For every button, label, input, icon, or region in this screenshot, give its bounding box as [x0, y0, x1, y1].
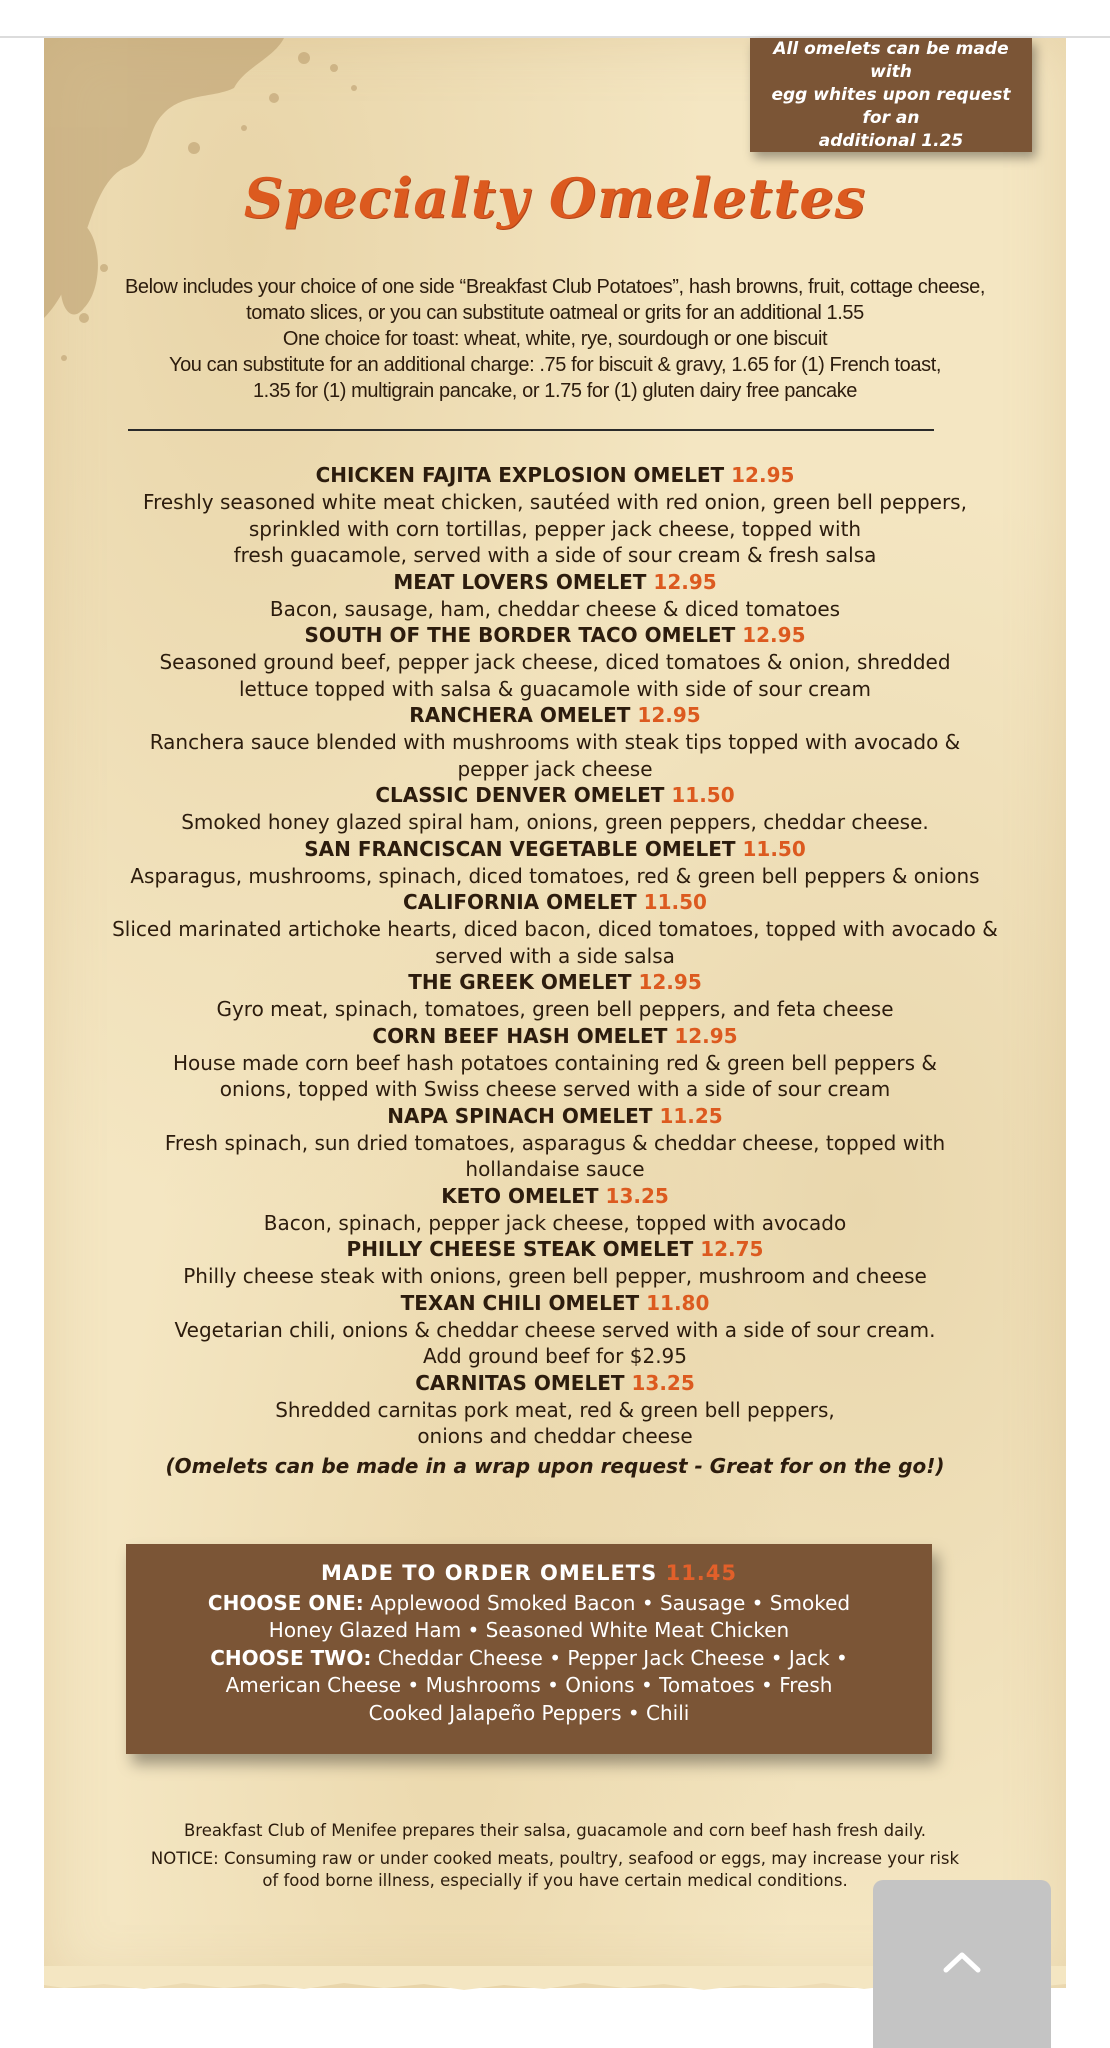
menu-item: [54, 1290, 1056, 1370]
menu-item-description-line: Shredded carnitas pork meat, red & green bell peppers,: [275, 1397, 835, 1422]
menu-item-title: NAPA SPINACH OMELET: [387, 1103, 653, 1128]
menu-item-name: [54, 569, 1056, 596]
menu-item-description-line: lettuce topped with salsa & guacamole with side of sour cream: [238, 676, 872, 701]
menu-item-description-line: onions, topped with Swiss cheese served with a side of sour cream: [219, 1077, 891, 1101]
menu-item-description: [54, 1050, 1056, 1103]
menu-item-price: 12.95: [742, 623, 806, 647]
menu-item: [54, 1103, 1056, 1183]
menu-item: [54, 1183, 1056, 1237]
order-box-title: MADE TO ORDER OMELETS 11.45: [320, 1561, 738, 1585]
menu-item-price: 12.95: [638, 970, 702, 994]
menu-page: [44, 38, 1066, 1988]
menu-item-price: 12.75: [700, 1237, 764, 1261]
menu-item-description-line: hollandaise sauce: [465, 1157, 645, 1181]
menu-item-name: [54, 782, 1056, 809]
menu-item-price: 11.25: [659, 1103, 723, 1128]
menu-item-description-line: Vegetarian chili, onions & cheddar cheese served with a side of sour cream.: [174, 1317, 936, 1342]
menu-item: [54, 889, 1056, 969]
menu-item-price: 12.95: [653, 569, 717, 594]
menu-item: [54, 702, 1056, 782]
menu-item-title: PHILLY CHEESE STEAK OMELET: [346, 1237, 694, 1261]
menu-item-title: RANCHERA OMELET: [409, 703, 631, 727]
menu-item-description: [54, 1130, 1056, 1183]
menu-item-name: [54, 836, 1056, 863]
choose-two-line-2: American Cheese • Mushrooms • Onions • Tomatoes • Fresh: [225, 1673, 833, 1697]
menu-item-price: 13.25: [605, 1183, 669, 1208]
menu-item-name: [54, 889, 1056, 916]
intro-text: Below includes your choice of one side “Breakfast Club Potatoes”, hash browns, fruit, cottage cheese, tomato slices, or you can substitute oatmeal or grits for an additional 1.55 One choice for toast: wheat, white, rye, sourdough or one biscuit You can substitute for an additional charge: .75 for biscuit & gravy, 1.65 for (1) French toast, 1.35 for (1) multigrain pancake, or 1.75 for (1) gluten dairy free pancake: [124, 276, 986, 402]
menu-item-description-line: onions and cheddar cheese: [417, 1424, 693, 1448]
menu-item-description-line: served with a side salsa: [435, 943, 675, 968]
menu-item-description: [54, 1263, 1056, 1290]
menu-item-description: [54, 916, 1056, 969]
menu-item: [54, 969, 1056, 1023]
menu-item-description: [54, 996, 1056, 1023]
menu-item: [54, 782, 1056, 836]
menu-item-description: [54, 596, 1056, 623]
footer-notice-line-2: of food borne illness, especially if you have certain medical conditions.: [262, 1871, 848, 1890]
menu-item-title: CORN BEEF HASH OMELET: [372, 1023, 668, 1048]
menu-item-description-line: Asparagus, mushrooms, spinach, diced tomatoes, red & green bell peppers & onions: [130, 863, 980, 888]
omelet-list: [54, 462, 1056, 1480]
menu-item-price: 12.95: [731, 463, 795, 487]
menu-item-name: [54, 1236, 1056, 1263]
menu-item-price: 12.95: [637, 703, 701, 727]
page-title: Specialty Omelettes: [243, 166, 867, 230]
divider-line: [128, 429, 934, 431]
menu-item-name: [54, 969, 1056, 996]
menu-item-description: [54, 863, 1056, 890]
menu-item-description-line: pepper jack cheese: [457, 756, 653, 781]
menu-item-description-line: Sliced marinated artichoke hearts, diced bacon, diced tomatoes, topped with avocado &: [112, 917, 998, 941]
footer-fresh-note: Breakfast Club of Menifee prepares their salsa, guacamole and corn beef hash fresh daily.: [183, 1821, 927, 1840]
choose-two-line-3: Cooked Jalapeño Peppers • Chili: [368, 1700, 690, 1725]
menu-item: [54, 622, 1056, 702]
menu-item-description: [54, 649, 1056, 702]
menu-item-description: [54, 489, 1056, 569]
wrap-note: (Omelets can be made in a wrap upon request - Great for on the go!): [165, 1453, 945, 1478]
menu-item-description: [54, 809, 1056, 836]
menu-item-name: [54, 702, 1056, 729]
menu-item-price: 11.50: [671, 783, 735, 807]
menu-item-title: MEAT LOVERS OMELET: [393, 569, 647, 594]
menu-item-price: 12.95: [674, 1023, 738, 1048]
menu-item-description-line: Add ground beef for $2.95: [422, 1344, 687, 1368]
menu-item: [54, 836, 1056, 890]
menu-item-description: [54, 1397, 1056, 1450]
menu-item-description-line: Smoked honey glazed spiral ham, onions, green peppers, cheddar cheese.: [181, 810, 929, 834]
order-box-price: 11.45: [665, 1561, 738, 1585]
menu-item: [54, 569, 1056, 623]
menu-item-description-line: House made corn beef hash potatoes containing red & green bell peppers &: [172, 1050, 938, 1075]
choose-one-line-1: CHOOSE ONE: Applewood Smoked Bacon • Sausage • Smoked: [207, 1590, 851, 1615]
menu-item-description-line: Ranchera sauce blended with mushrooms with steak tips topped with avocado &: [149, 730, 961, 754]
menu-item-price: 11.80: [646, 1290, 710, 1315]
choose-two-line-1: CHOOSE TWO: Cheddar Cheese • Pepper Jack Cheese • Jack •: [210, 1645, 848, 1670]
menu-item-name: [54, 462, 1056, 489]
menu-item-name: [54, 1183, 1056, 1210]
menu-item-name: [54, 1370, 1056, 1397]
menu-item-name: [54, 1290, 1056, 1317]
scroll-to-top-button[interactable]: [873, 1880, 1051, 2048]
menu-item-title: THE GREEK OMELET: [408, 970, 632, 994]
menu-item-title: SOUTH OF THE BORDER TACO OMELET: [304, 623, 736, 647]
egg-whites-note: All omelets can be made with egg whites upon request for an additional 1.25: [750, 38, 1032, 152]
menu-item-description: [54, 1317, 1056, 1370]
menu-item: [54, 1023, 1056, 1103]
menu-item-description-line: Fresh spinach, sun dried tomatoes, asparagus & cheddar cheese, topped with: [164, 1130, 946, 1155]
menu-item: [54, 1236, 1056, 1290]
menu-item-title: TEXAN CHILI OMELET: [400, 1290, 640, 1315]
menu-item-description-line: Gyro meat, spinach, tomatoes, green bell peppers, and feta cheese: [216, 997, 894, 1021]
menu-item-description: [54, 1210, 1056, 1237]
made-to-order-box: [126, 1544, 932, 1754]
menu-item-price: 11.50: [643, 890, 707, 914]
menu-item-name: [54, 622, 1056, 649]
menu-item-title: KETO OMELET: [441, 1183, 599, 1208]
menu-item-name: [54, 1103, 1056, 1130]
menu-item-title: CLASSIC DENVER OMELET: [375, 783, 665, 807]
choose-one-line-2: Honey Glazed Ham • Seasoned White Meat Chicken: [268, 1618, 790, 1642]
menu-item: [54, 462, 1056, 569]
menu-item: [54, 1370, 1056, 1450]
menu-item-description: [54, 729, 1056, 782]
menu-item-description-line: Seasoned ground beef, pepper jack cheese, diced tomatoes & onion, shredded: [159, 650, 951, 674]
menu-item-description-line: Freshly seasoned white meat chicken, sautéed with red onion, green bell peppers,: [143, 490, 967, 514]
menu-item-description-line: Bacon, spinach, pepper jack cheese, topped with avocado: [263, 1210, 847, 1235]
menu-item-title: CARNITAS OMELET: [415, 1370, 625, 1395]
footer-notice-line-1: NOTICE: Consuming raw or under cooked meats, poultry, seafood or eggs, may increase your risk: [150, 1849, 960, 1868]
menu-item-title: SAN FRANCISCAN VEGETABLE OMELET: [304, 836, 736, 861]
menu-item-title: CALIFORNIA OMELET: [403, 890, 637, 914]
menu-item-description-line: Bacon, sausage, ham, cheddar cheese & diced tomatoes: [269, 596, 841, 621]
menu-item-description-line: Philly cheese steak with onions, green bell pepper, mushroom and cheese: [183, 1264, 927, 1288]
menu-item-price: 13.25: [631, 1370, 695, 1395]
menu-item-description-line: fresh guacamole, served with a side of sour cream & fresh salsa: [233, 543, 877, 567]
menu-item-name: [54, 1023, 1056, 1050]
chevron-up-icon: [942, 1950, 982, 1974]
menu-item-title: CHICKEN FAJITA EXPLOSION OMELET: [315, 463, 725, 487]
menu-item-price: 11.50: [742, 836, 806, 861]
menu-item-description-line: sprinkled with corn tortillas, pepper jack cheese, topped with: [248, 516, 862, 541]
